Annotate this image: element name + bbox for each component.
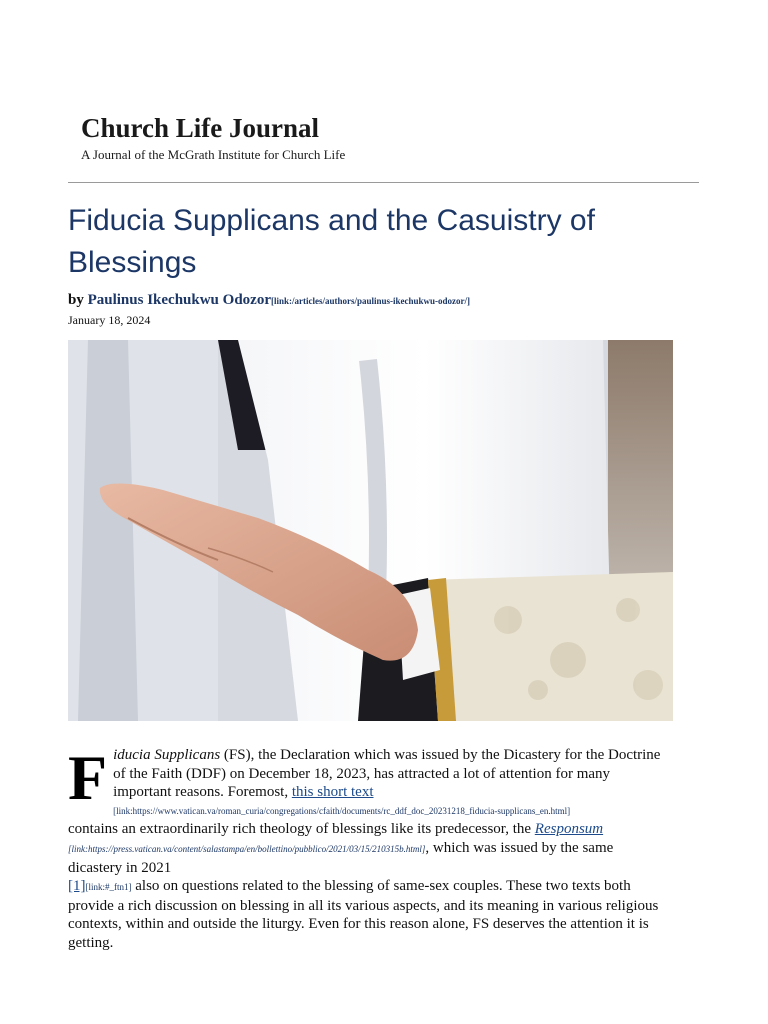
byline — [68, 291, 470, 310]
article-body — [68, 742, 670, 953]
body-text-part4: also on questions related to the blessing of same-sex couples. These two texts both provide a rich discussion on blessing in all its various aspects, and its meaning in various religious contexts, within and outside the liturgy. Even for this reason alone, FS deserves the attention it is getting. — [68, 878, 659, 951]
masthead-divider — [68, 182, 699, 183]
masthead — [81, 112, 345, 163]
by-label: by — [68, 292, 84, 308]
link-short-text-note: [link:https://www.vatican.va/roman_curia/congregations/cfaith/documents/rc_ddf_doc_20231218_fiducia-supplicans_en.html] — [113, 805, 571, 816]
article-title: Fiducia Supplicans and the Casuistry of Blessings — [68, 204, 595, 279]
link-responsum-text: Responsum — [534, 821, 604, 838]
drop-cap: F — [68, 742, 108, 813]
document-name: iducia Supplicans — [113, 747, 221, 763]
body-text-part3: , which was issued by the same dicastery in 2021 — [68, 839, 614, 876]
institute-name[interactable]: McGrath Institute for Church Life — [167, 147, 346, 162]
journal-subtitle — [81, 147, 345, 163]
journal-subtitle-prefix: A Journal of the — [81, 147, 168, 162]
author-link-note: [link:/articles/authors/paulinus-ikechukwu-odozor/] — [270, 296, 471, 306]
body-text-part1: (FS), the Declaration which was issued by the Dicastery for the Doctrine of the Faith (DDF) on December 18, 2023, has attracted a lot of attention for many important reasons. Foremost, — [113, 747, 661, 801]
hero-image — [68, 340, 673, 721]
hero-illustration — [68, 340, 673, 721]
journal-title[interactable]: Church Life Journal — [81, 113, 320, 143]
link-responsum-note: [link:https://press.vatican.va/content/salastampa/en/bollettino/pubblico/2021/03/15/210315b.html] — [68, 843, 426, 854]
link-responsum[interactable] — [535, 821, 603, 837]
footnote-ref-1[interactable]: [1] — [68, 878, 86, 895]
author-link[interactable]: Paulinus Ikechukwu Odozor — [87, 292, 271, 308]
footnote-link-note: [link:#_ftn1] — [85, 882, 132, 893]
body-text-part2: contains an extraordinarily rich theology of blessings like its predecessor, the — [68, 821, 535, 838]
link-short-text[interactable]: this short text — [291, 784, 374, 801]
publish-date: January 18, 2024 — [68, 313, 151, 327]
